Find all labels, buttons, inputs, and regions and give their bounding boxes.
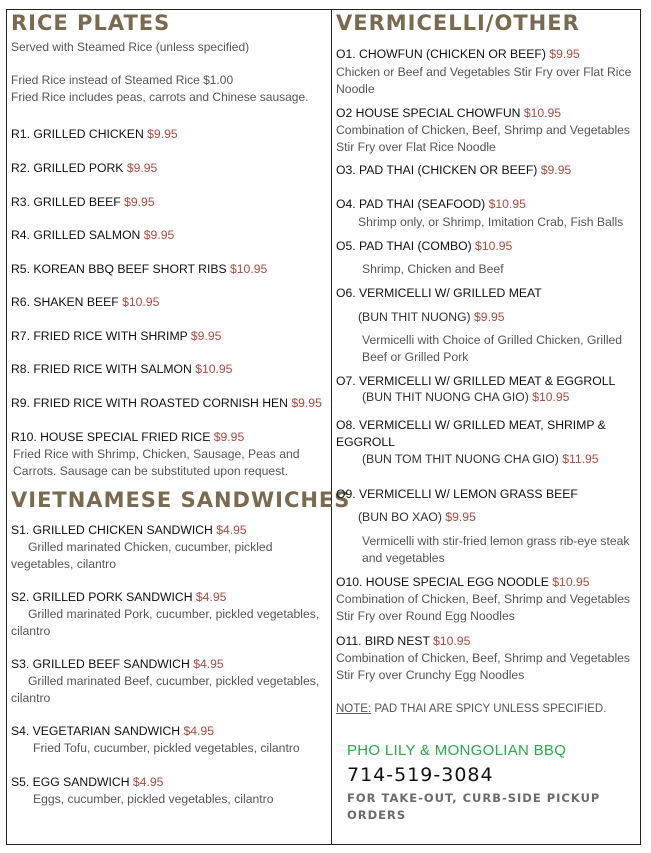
menu-item-o11: O11. BIRD NEST $10.95 (336, 634, 471, 648)
menu-item-o9-desc: Vermicelli with stir-fried lemon grass rib-eye steak and vegetables (362, 534, 630, 565)
menu-item-r7: R7. FRIED RICE WITH SHRIMP $9.95 (11, 329, 222, 343)
menu-item-r3: R3. GRILLED BEEF $9.95 (11, 195, 155, 209)
menu-item-s1-desc: Grilled marinated Chicken, cucumber, pickled vegetables, cilantro (11, 540, 276, 571)
menu-item-r6: R6. SHAKEN BEEF $10.95 (11, 295, 160, 309)
menu-item-s5: S5. EGG SANDWICH $4.95 (11, 775, 164, 789)
pad-thai-spicy-note: NOTE: PAD THAI ARE SPICY UNLESS SPECIFIED. (336, 703, 607, 715)
menu-item-o9-sub: (BUN BO XAO) $9.95 (358, 510, 476, 524)
menu-item-o10-desc: Combination of Chicken, Beef, Shrimp and Vegetables Stir Fry over Round Egg Noodles (336, 592, 631, 623)
menu-item-o7: O7. VERMICELLI W/ GRILLED MEAT & EGGROLL (336, 374, 616, 388)
menu-item-o5: O5. PAD THAI (COMBO) $10.95 (336, 239, 513, 253)
menu-item-s5-desc: Eggs, cucumber, pickled vegetables, cilantro (33, 792, 274, 806)
menu-item-s3: S3. GRILLED BEEF SANDWICH $4.95 (11, 657, 224, 671)
menu-item-s3-desc: Grilled marinated Beef, cucumber, pickled vegetables, cilantro (11, 674, 323, 705)
menu-item-r1: R1. GRILLED CHICKEN $9.95 (11, 127, 178, 141)
menu-item-r8: R8. FRIED RICE WITH SALMON $10.95 (11, 362, 233, 376)
menu-item-o5-desc: Shrimp, Chicken and Beef (362, 262, 504, 276)
menu-item-o1: O1. CHOWFUN (CHICKEN OR BEEF) $9.95 (336, 47, 580, 61)
menu-item-r4: R4. GRILLED SALMON $9.95 (11, 228, 175, 242)
menu-item-o2: O2 HOUSE SPECIAL CHOWFUN $10.95 (336, 106, 562, 120)
menu-item-o8-sub: (BUN TOM THIT NUONG CHA GIO) $11.95 (362, 452, 599, 466)
menu-item-s2-desc: Grilled marinated Pork, cucumber, pickled vegetables, cilantro (11, 607, 323, 638)
menu-item-o1-desc: Chicken or Beef and Vegetables Stir Fry over Flat Rice Noodle (336, 65, 632, 96)
menu-item-o2-desc: Combination of Chicken, Beef, Shrimp and Vegetables Stir Fry over Flat Rice Noodle (336, 123, 631, 154)
takeout-callout: FOR TAKE-OUT, CURB-SIDE PICKUP ORDERS (347, 791, 601, 822)
sandwiches-heading: VIETNAMESE SANDWICHES (11, 488, 351, 512)
menu-item-o4: O4. PAD THAI (SEAFOOD) $10.95 (336, 197, 526, 211)
restaurant-name: PHO LILY & MONGOLIAN BBQ (347, 742, 567, 759)
menu-item-o3: O3. PAD THAI (CHICKEN OR BEEF) $9.95 (336, 163, 572, 177)
menu-item-s4-desc: Fried Tofu, cucumber, pickled vegetables, cilantro (33, 741, 300, 755)
menu-item-s1: S1. GRILLED CHICKEN SANDWICH $4.95 (11, 523, 247, 537)
menu-item-s2: S2. GRILLED PORK SANDWICH $4.95 (11, 590, 227, 604)
vermicelli-heading: VERMICELLI/OTHER (336, 11, 580, 35)
rice-note-fried-upcharge: Fried Rice instead of Steamed Rice $1.00 (11, 73, 234, 87)
phone-number: 714-519-3084 (347, 764, 494, 786)
rice-plates-heading: RICE PLATES (11, 11, 171, 35)
menu-item-o6: O6. VERMICELLI W/ GRILLED MEAT (336, 286, 542, 300)
menu-item-r9: R9. FRIED RICE WITH ROASTED CORNISH HEN $9.95 (11, 396, 322, 410)
menu-item-r2: R2. GRILLED PORK $9.95 (11, 161, 158, 175)
menu-item-r10: R10. HOUSE SPECIAL FRIED RICE $9.95 (11, 430, 245, 444)
menu-item-o10: O10. HOUSE SPECIAL EGG NOODLE $10.95 (336, 575, 590, 589)
menu-item-o11-desc: Combination of Chicken, Beef, Shrimp and Vegetables Stir Fry over Crunchy Egg Noodles (336, 651, 631, 682)
menu-item-o4-desc: Shrimp only, or Shrimp, Imitation Crab, Fish Balls (358, 215, 624, 229)
menu-item-r5: R5. KOREAN BBQ BEEF SHORT RIBS $10.95 (11, 262, 268, 276)
menu-item-r10-desc: Fried Rice with Shrimp, Chicken, Sausage, Peas and Carrots. Sausage can be substituted upon request. (13, 447, 300, 478)
menu-item-s4: S4. VEGETARIAN SANDWICH $4.95 (11, 724, 214, 738)
rice-note-fried-contents: Fried Rice includes peas, carrots and Chinese sausage. (11, 90, 309, 104)
menu-item-o6-sub: (BUN THIT NUONG) $9.95 (358, 310, 505, 324)
menu-item-o9: O9. VERMICELLI W/ LEMON GRASS BEEF (336, 487, 578, 501)
rice-note-steamed: Served with Steamed Rice (unless specified) (11, 40, 250, 54)
menu-item-o8: O8. VERMICELLI W/ GRILLED MEAT, SHRIMP & EGGROLL (336, 418, 606, 449)
menu-item-o6-desc: Vermicelli with Choice of Grilled Chicken, Grilled Beef or Grilled Pork (362, 333, 623, 364)
column-divider (331, 9, 332, 845)
menu-item-o7-sub: (BUN THIT NUONG CHA GIO) $10.95 (362, 390, 570, 404)
